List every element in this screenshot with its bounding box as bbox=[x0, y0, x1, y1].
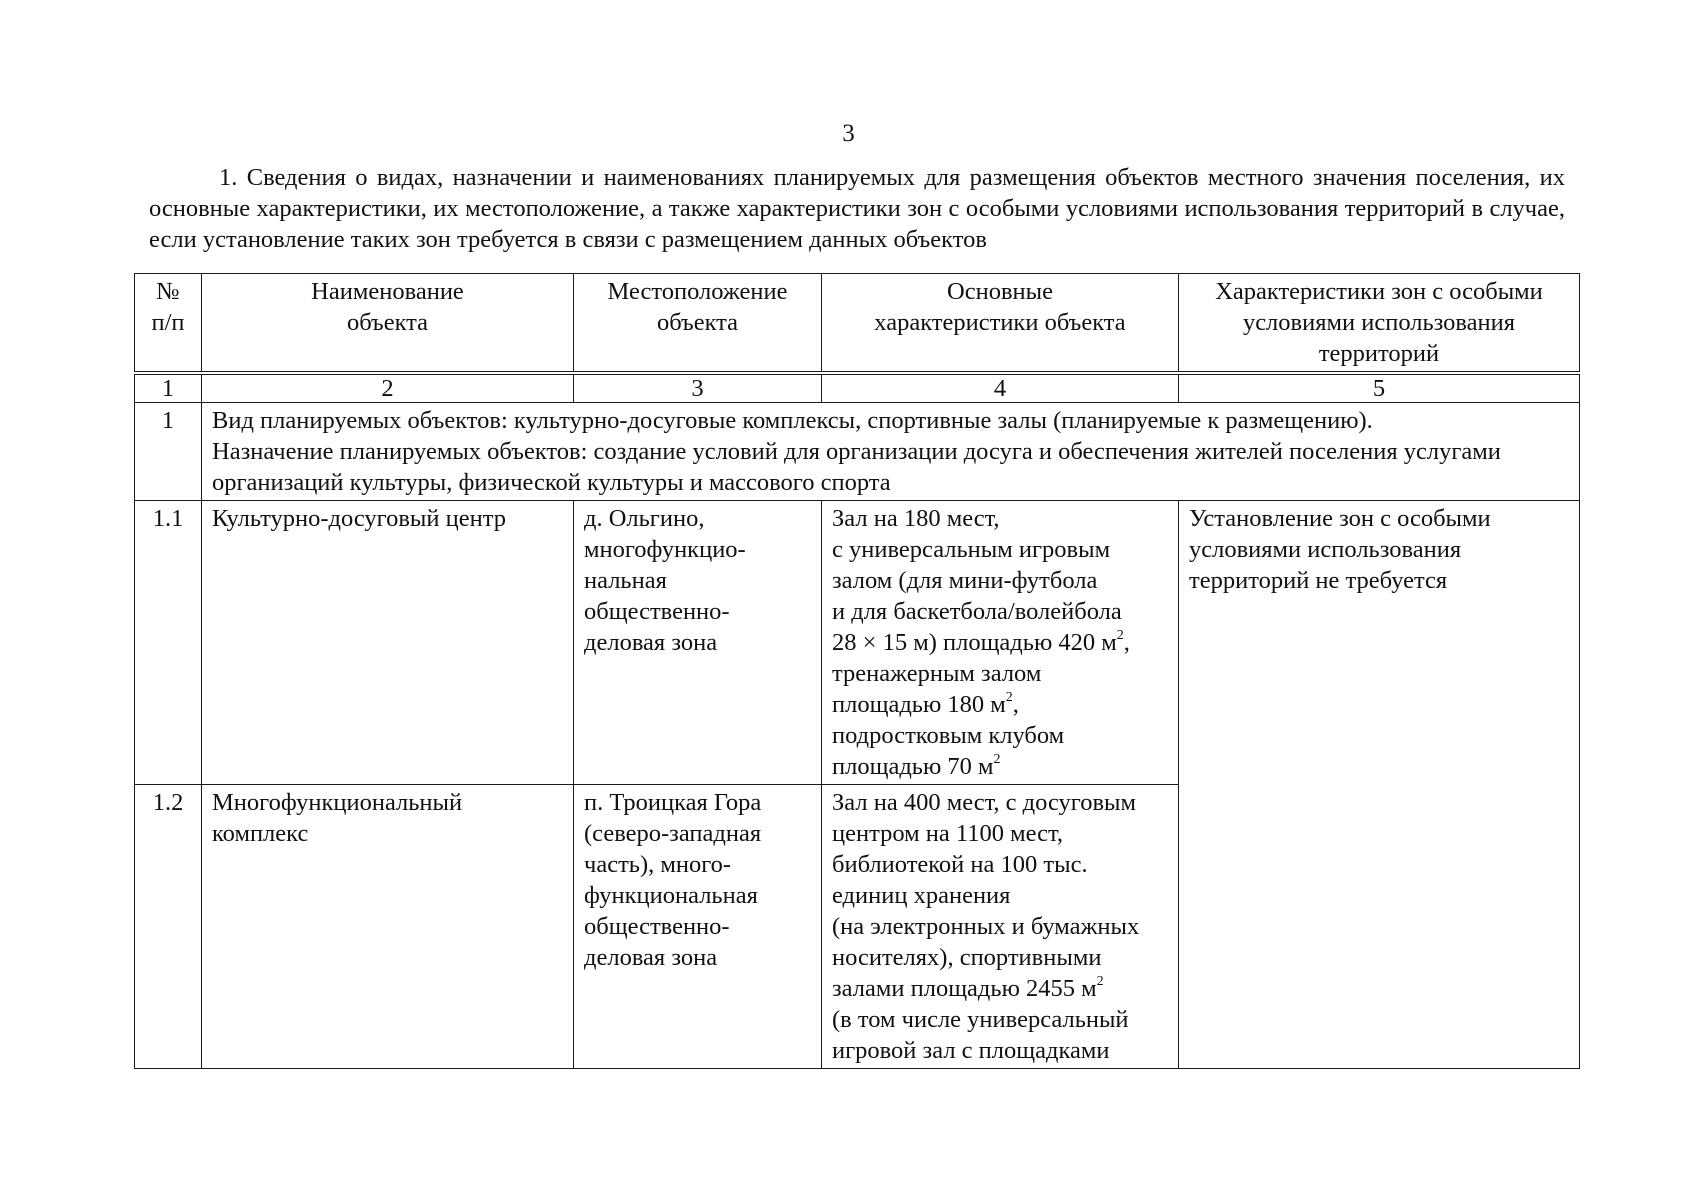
page-number: 3 bbox=[842, 120, 855, 147]
object-characteristics: Зал на 180 мест, с универсальным игровым залом (для мини-футбола и для баскетбола/волейбола 28 × 15 м) площадью 420 $м^2$, тренажерным залом площадью 180 $м^2$, подростковым клубом площадью 70 $м^2$ bbox=[822, 501, 1179, 785]
group-description: Вид планируемых объектов: культурно-досуговые комплексы, спортивные залы (планируемые к размещению). Назначение планируемых объектов: создание условий для организации досуга и обеспечения жителей поселения услугами организаций культуры, физической культуры и массового спорта bbox=[202, 403, 1580, 501]
row-number: 1.2 bbox=[135, 785, 202, 1069]
zone-characteristics: Установление зон с особыми условиями использования территорий не требуется bbox=[1179, 501, 1580, 1069]
object-name: Многофункциональный комплекс bbox=[202, 785, 574, 1069]
object-location: п. Троицкая Гора (северо-западная часть), много- функциональная общественно- деловая зона bbox=[574, 785, 822, 1069]
object-location: д. Ольгино, многофункцио- нальная общественно- деловая зона bbox=[574, 501, 822, 785]
table-row bbox=[135, 501, 1580, 785]
column-number: 1 bbox=[135, 373, 202, 403]
column-number-row bbox=[135, 373, 1580, 403]
column-number: 5 bbox=[1179, 373, 1580, 403]
header-characteristics: Основные характеристики объекта bbox=[822, 274, 1179, 374]
table-header-row bbox=[135, 274, 1580, 374]
header-number: № п/п bbox=[135, 274, 202, 374]
header-object-name: Наименование объекта bbox=[202, 274, 574, 374]
object-name: Культурно-досуговый центр bbox=[202, 501, 574, 785]
group-row bbox=[135, 403, 1580, 501]
header-location: Местоположение объекта bbox=[574, 274, 822, 374]
column-number: 2 bbox=[202, 373, 574, 403]
column-number: 3 bbox=[574, 373, 822, 403]
column-number: 4 bbox=[822, 373, 1179, 403]
group-number: 1 bbox=[135, 403, 202, 501]
section-heading: 1. Сведения о видах, назначении и наименованиях планируемых для размещения объектов местного значения поселения, их основные характеристики, их местоположение, а также характеристики зон с особыми условиями использования территорий в случае, если установление таких зон требуется в связи с размещением данных объектов bbox=[149, 164, 1565, 253]
objects-table bbox=[134, 273, 1580, 1069]
header-zone-characteristics: Характеристики зон с особыми условиями использования территорий bbox=[1179, 274, 1580, 374]
object-characteristics: Зал на 400 мест, с досуговым центром на 1100 мест, библиотекой на 100 тыс. единиц хранения (на электронных и бумажных носителях), спортивными залами площадью 2455 $м^2$ (в том числе универсальный игровой зал с площадками bbox=[822, 785, 1179, 1069]
row-number: 1.1 bbox=[135, 501, 202, 785]
